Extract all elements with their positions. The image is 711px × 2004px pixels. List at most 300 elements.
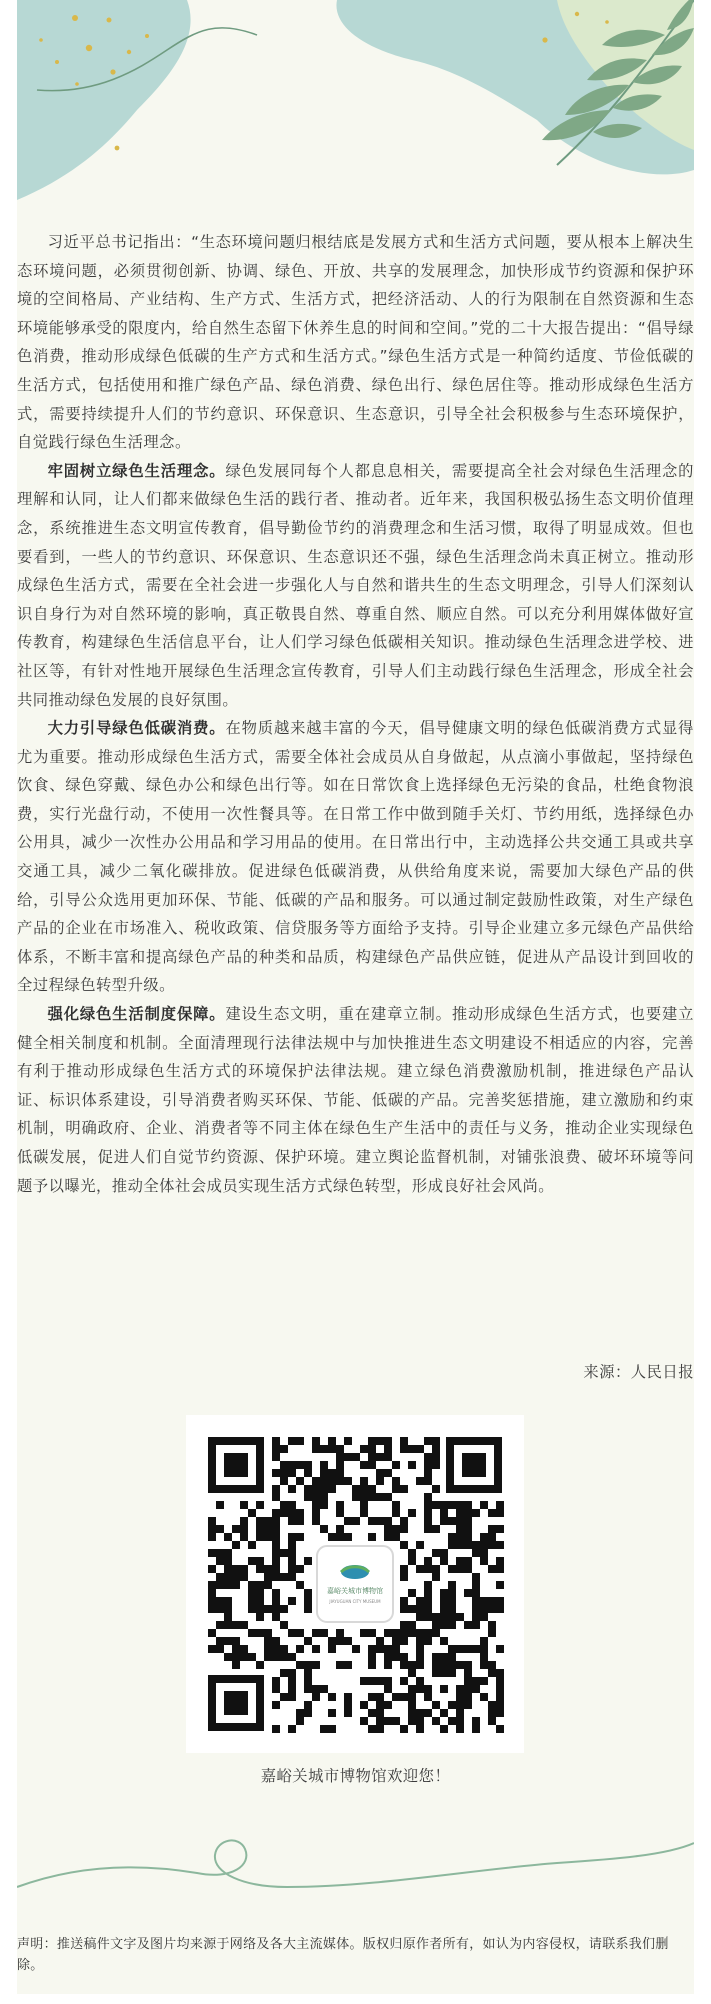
qr-module [240,1573,248,1581]
qr-module [408,1709,416,1717]
qr-module [424,1437,432,1445]
qr-module [264,1653,272,1661]
qr-module [264,1637,272,1645]
qr-module [432,1669,440,1677]
qr-module [304,1637,312,1645]
qr-caption: 嘉峪关城市博物馆欢迎您！ [260,1767,451,1785]
qr-module [376,1437,384,1445]
qr-module [304,1589,312,1597]
qr-logo-text: 嘉峪关城市博物馆 [327,1587,383,1595]
qr-module [248,1605,256,1613]
qr-module [328,1445,336,1453]
qr-module [272,1573,280,1581]
qr-module [296,1477,304,1485]
qr-module [224,1637,232,1645]
qr-module [376,1701,384,1709]
qr-module [280,1445,288,1453]
qr-module [312,1517,320,1525]
qr-module [288,1517,296,1525]
qr-module [296,1509,304,1517]
qr-module [448,1565,456,1573]
qr-module [336,1477,344,1485]
qr-module [240,1565,248,1573]
qr-module [336,1525,344,1533]
qr-module [272,1517,280,1525]
qr-module [400,1597,408,1605]
qr-module [208,1533,216,1541]
qr-module [416,1725,424,1733]
qr-module [272,1597,280,1605]
qr-module [264,1533,272,1541]
header-decoration [17,0,694,212]
qr-module [416,1645,424,1653]
qr-module [392,1637,400,1645]
qr-module [208,1525,216,1533]
qr-module [448,1605,456,1613]
qr-module [240,1525,248,1533]
qr-module [272,1589,280,1597]
qr-module [384,1653,392,1661]
qr-module [304,1469,312,1477]
qr-module [480,1693,488,1701]
qr-module [328,1637,336,1645]
qr-module [232,1581,240,1589]
qr-module [312,1629,320,1637]
qr-module [376,1693,384,1701]
qr-module [416,1541,424,1549]
qr-module [384,1445,392,1453]
qr-finder-top-left [208,1437,264,1493]
qr-module [344,1477,352,1485]
qr-module [320,1477,328,1485]
qr-module [480,1605,488,1613]
qr-code[interactable] [186,1415,524,1753]
qr-module [440,1709,448,1717]
qr-module [216,1525,224,1533]
qr-module [456,1645,464,1653]
qr-module [464,1525,472,1533]
qr-module [272,1701,280,1709]
qr-module [400,1677,408,1685]
qr-module [400,1629,408,1637]
qr-module [376,1469,384,1477]
qr-module [368,1453,376,1461]
qr-module [368,1533,376,1541]
qr-module [320,1485,328,1493]
qr-module [376,1637,384,1645]
qr-module [416,1613,424,1621]
qr-module [408,1685,416,1693]
qr-module [304,1661,312,1669]
qr-module [272,1645,280,1653]
qr-module [424,1589,432,1597]
qr-module [448,1517,456,1525]
qr-module [392,1653,400,1661]
qr-module [272,1613,280,1621]
qr-module [408,1693,416,1701]
qr-module [456,1717,464,1725]
qr-module [272,1453,280,1461]
qr-module [464,1685,472,1693]
qr-module [280,1645,288,1653]
qr-module [456,1693,464,1701]
qr-module [304,1461,312,1469]
qr-module [296,1581,304,1589]
qr-module [416,1709,424,1717]
qr-module [208,1565,216,1573]
qr-module [400,1565,408,1573]
qr-module [208,1597,216,1605]
qr-module [288,1549,296,1557]
qr-module [480,1653,488,1661]
qr-module [224,1565,232,1573]
qr-module [464,1645,472,1653]
qr-module [432,1445,440,1453]
qr-module [328,1485,336,1493]
qr-module [312,1445,320,1453]
qr-module [432,1661,440,1669]
qr-module [240,1533,248,1541]
qr-module [408,1717,416,1725]
qr-module [280,1461,288,1469]
qr-module [304,1677,312,1685]
qr-module [344,1637,352,1645]
qr-module [424,1469,432,1477]
qr-module [320,1493,328,1501]
qr-module [400,1621,408,1629]
qr-module [280,1501,288,1509]
qr-code-image [186,1415,524,1753]
qr-module [272,1565,280,1573]
qr-module [320,1685,328,1693]
qr-module [288,1693,296,1701]
qr-module [432,1485,440,1493]
qr-module [352,1645,360,1653]
qr-module [336,1637,344,1645]
qr-module [248,1509,256,1517]
qr-module [488,1525,496,1533]
qr-module [496,1701,504,1709]
qr-module [400,1637,408,1645]
qr-module [360,1493,368,1501]
qr-module [256,1605,264,1613]
qr-module [424,1501,432,1509]
qr-module [208,1549,216,1557]
qr-module [408,1461,416,1469]
qr-module [360,1629,368,1637]
qr-module [464,1589,472,1597]
qr-center-logo [317,1546,393,1622]
qr-module [416,1717,424,1725]
qr-module [288,1533,296,1541]
qr-module [312,1477,320,1485]
paragraph-text: 建设生态文明，重在建章立制。推动形成绿色生活方式，也要建立健全相关制度和机制。全面清理现行法律法规中与加快推进生态文明建设不相适应的内容，完善有利于推动形成绿色生活方式的环境保护法律法规。建立绿色消费激励机制，推进绿色产品认证、标识体系建设，引导消费者购买环保、节能、低碳的产品。完善奖惩措施，建立激励和约束机制，明确政府、企业、消费者等不同主体在绿色生产生活中的责任与义务，推动企业实现绿色低碳发展，促进人们自觉节约资源、保护环境。建立舆论监督机制，对铺张浪费、破坏环境等问题予以曝光，推动全体社会成员实现生活方式绿色转型，形成良好社会风尚。 [17,1005,694,1195]
qr-module [384,1469,392,1477]
qr-module [472,1645,480,1653]
qr-module [496,1685,504,1693]
qr-module [400,1573,408,1581]
qr-module [480,1661,488,1669]
qr-finder-bottom-left [208,1675,264,1731]
qr-module [272,1541,280,1549]
qr-module [240,1501,248,1509]
qr-module [480,1613,488,1621]
qr-module [344,1437,352,1445]
qr-module [400,1725,408,1733]
qr-module [360,1717,368,1725]
qr-module [360,1461,368,1469]
qr-module [440,1589,448,1597]
qr-module [360,1677,368,1685]
qr-module [448,1581,456,1589]
qr-module [464,1533,472,1541]
qr-module [440,1685,448,1693]
qr-module [208,1589,216,1597]
qr-module [456,1661,464,1669]
qr-module [272,1677,280,1685]
qr-module [400,1661,408,1669]
qr-module [392,1645,400,1653]
qr-module [384,1525,392,1533]
qr-module [376,1677,384,1685]
qr-module [368,1653,376,1661]
qr-module [216,1501,224,1509]
qr-module [392,1629,400,1637]
qr-module [264,1605,272,1613]
qr-module [272,1685,280,1693]
qr-module [464,1541,472,1549]
qr-module [336,1533,344,1541]
qr-module [288,1501,296,1509]
qr-module [248,1541,256,1549]
qr-module [304,1669,312,1677]
qr-module [408,1669,416,1677]
qr-module [304,1685,312,1693]
qr-module [448,1597,456,1605]
qr-module [320,1469,328,1477]
qr-module [464,1669,472,1677]
qr-module [280,1573,288,1581]
qr-module [424,1693,432,1701]
qr-module [472,1677,480,1685]
qr-module [264,1525,272,1533]
qr-module [232,1661,240,1669]
qr-module [208,1629,216,1637]
qr-module [384,1661,392,1669]
qr-module [464,1693,472,1701]
qr-module [360,1485,368,1493]
qr-module [424,1613,432,1621]
qr-module [488,1509,496,1517]
qr-module [272,1445,280,1453]
qr-module [272,1469,280,1477]
qr-module [496,1509,504,1517]
qr-module [416,1445,424,1453]
qr-module [312,1661,320,1669]
qr-module [400,1541,408,1549]
qr-module [424,1557,432,1565]
qr-module [464,1677,472,1685]
qr-module [424,1461,432,1469]
qr-module [288,1485,296,1493]
qr-module [384,1437,392,1445]
qr-module [232,1645,240,1653]
qr-module [440,1557,448,1565]
qr-module [408,1701,416,1709]
qr-module [336,1461,344,1469]
qr-module [288,1565,296,1573]
qr-module [280,1605,288,1613]
qr-module [280,1669,288,1677]
qr-module [400,1525,408,1533]
qr-logo-subtext: JIAYUGUAN CITY MUSEUM [329,1599,381,1604]
qr-module [456,1701,464,1709]
qr-module [416,1597,424,1605]
qr-module [264,1573,272,1581]
qr-module [256,1629,264,1637]
qr-module [304,1485,312,1493]
qr-module [472,1685,480,1693]
qr-module [392,1501,400,1509]
qr-module [336,1445,344,1453]
qr-module [240,1653,248,1661]
qr-module [416,1629,424,1637]
qr-module [360,1445,368,1453]
qr-module [344,1453,352,1461]
qr-module [472,1589,480,1597]
qr-module [456,1501,464,1509]
qr-module [336,1509,344,1517]
qr-module [384,1493,392,1501]
qr-module [496,1725,504,1733]
qr-module [352,1493,360,1501]
qr-module [392,1693,400,1701]
qr-module [472,1549,480,1557]
qr-module [456,1709,464,1717]
qr-module [440,1725,448,1733]
qr-module [256,1581,264,1589]
qr-module [368,1693,376,1701]
qr-module [320,1501,328,1509]
qr-module [448,1661,456,1669]
qr-module [256,1517,264,1525]
qr-module [288,1597,296,1605]
qr-module [224,1613,232,1621]
qr-module [448,1701,456,1709]
qr-module [384,1701,392,1709]
qr-module [368,1485,376,1493]
qr-module [264,1645,272,1653]
qr-module [456,1533,464,1541]
qr-module [456,1517,464,1525]
qr-module [272,1653,280,1661]
qr-module [216,1597,224,1605]
qr-module [424,1477,432,1485]
qr-module [464,1509,472,1517]
qr-module [288,1469,296,1477]
qr-module [432,1717,440,1725]
qr-module [456,1613,464,1621]
qr-module [440,1509,448,1517]
qr-module [480,1597,488,1605]
qr-module [376,1517,384,1525]
article-paragraph [17,228,694,457]
qr-module [336,1629,344,1637]
qr-module [368,1645,376,1653]
qr-module [272,1525,280,1533]
qr-module [216,1637,224,1645]
qr-module [368,1725,376,1733]
qr-module [424,1605,432,1613]
qr-module [272,1533,280,1541]
qr-module [384,1645,392,1653]
qr-module [280,1469,288,1477]
qr-module [248,1557,256,1565]
qr-module [272,1437,280,1445]
qr-module [312,1645,320,1653]
qr-module [224,1653,232,1661]
qr-module [464,1661,472,1669]
qr-module [416,1605,424,1613]
qr-module [256,1589,264,1597]
qr-module [272,1509,280,1517]
qr-module [336,1453,344,1461]
qr-module [448,1669,456,1677]
qr-module [224,1573,232,1581]
qr-module [232,1565,240,1573]
qr-module [472,1725,480,1733]
qr-module [312,1437,320,1445]
qr-module [296,1565,304,1573]
qr-module [312,1493,320,1501]
qr-module [480,1501,488,1509]
qr-module [464,1565,472,1573]
qr-module [256,1613,264,1621]
qr-module [424,1685,432,1693]
qr-module [448,1621,456,1629]
qr-module [408,1605,416,1613]
qr-module [464,1501,472,1509]
qr-module [344,1693,352,1701]
qr-module [480,1541,488,1549]
qr-module [440,1637,448,1645]
qr-module [440,1669,448,1677]
qr-module [424,1581,432,1589]
qr-module [296,1437,304,1445]
qr-module [472,1541,480,1549]
qr-module [320,1445,328,1453]
qr-module [496,1565,504,1573]
qr-module [336,1661,344,1669]
qr-module [344,1709,352,1717]
article-paragraph [17,457,694,714]
qr-module [288,1677,296,1685]
qr-module [440,1621,448,1629]
qr-module [488,1533,496,1541]
qr-module [216,1621,224,1629]
qr-module [376,1493,384,1501]
qr-module [256,1597,264,1605]
qr-module [488,1629,496,1637]
qr-module [328,1645,336,1653]
qr-module [376,1709,384,1717]
qr-module [296,1517,304,1525]
qr-module [224,1581,232,1589]
qr-module [288,1725,296,1733]
qr-module [408,1509,416,1517]
qr-module [272,1637,280,1645]
qr-module [368,1629,376,1637]
